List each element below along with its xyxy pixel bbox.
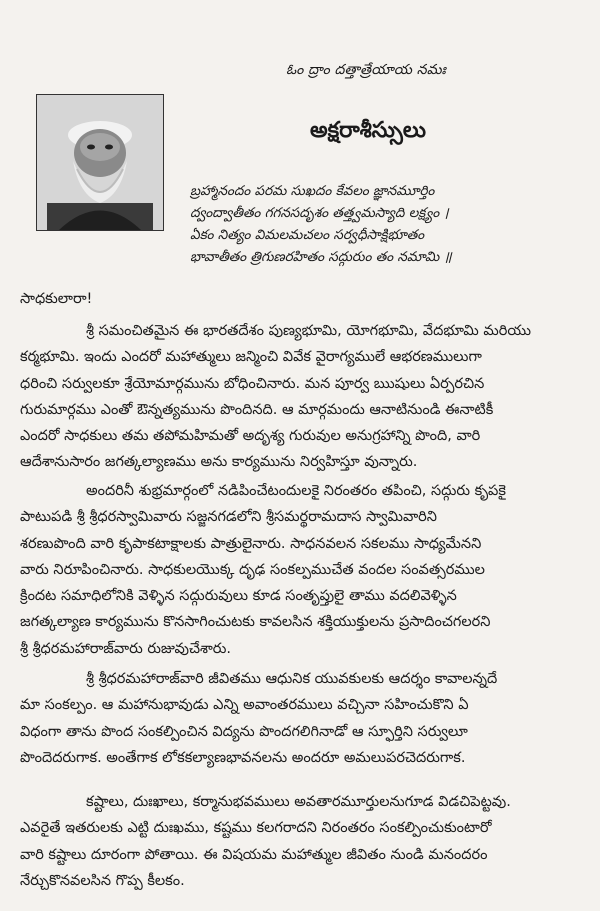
- text-line: వారు నిరూపించినారు. సాధకులయొక్క దృఢ సంకల్పముచేత వందల సంవత్సరముల: [20, 561, 485, 578]
- text-line: శరణుపొంది వారి కృపాకటాక్షాలకు పాత్రులైనారు. సాధనవలన సకలము సాధ్యమేనని: [20, 535, 482, 552]
- shloka-line: ఏకం నిత్యం విమలమచలం సర్వధీసాక్షిభూతం: [190, 227, 425, 243]
- text-line: శ్రీ సమంచితమైన ఈ భారతదేశం పుణ్యభూమి, యోగభూమి, వేదభూమి మరియు: [86, 323, 531, 339]
- portrait-image: [37, 95, 163, 230]
- text-line: క్రిందట సమాధిలోనికి వెళ్ళిన సద్గురువులు కూడ సంతృప్తులై తాము వదలివెళ్ళిన: [20, 588, 457, 605]
- shloka-line: బ్రహ్మానందం పరమ సుఖదం కేవలం జ్ఞానమూర్తిం: [190, 183, 435, 199]
- text-line: పాటుపడి శ్రీ శ్రీధరస్వామివారు సజ్జనగడలోని శ్రీసమర్థరామదాస స్వామివారిని: [20, 509, 437, 526]
- text-line: కర్మభూమి. ఇందు ఎందరో మహాత్ములు జన్మించి వివేక వైరాగ్యములే ఆభరణములుగా: [20, 349, 482, 366]
- invocation-line: ఓం ద్రాం దత్తాత్రేయాయ నమః: [286, 62, 446, 78]
- paragraph-3: [20, 666, 585, 771]
- text-line: నేర్చుకొనవలసిన గొప్ప కీలకం.: [20, 872, 185, 889]
- shloka-line: ద్వంద్వాతీతం గగనసదృశం తత్త్వమస్యాది లక్ష్యం ।: [190, 205, 449, 221]
- text-line: పొందెదరుగాక. అంతేగాక లోకకల్యాణభావనలను అందరూ అమలుపరచెదరుగాక.: [20, 749, 466, 766]
- text-line: శ్రీ శ్రీధరమహారాజ్‌వారి జీవితము ఆధునిక యువకులకు ఆదర్శం కావాలన్నదే: [86, 671, 498, 687]
- text-line: ఎందరో సాధకులు తమ తపోమహిమతో అదృశ్య గురువుల అనుగ్రహాన్ని పొంది, వారి: [20, 428, 481, 445]
- text-line: విధంగా తాను పొంద సంకల్పించిన విద్యను పొందగలిగినాడో ఆ స్ఫూర్తిని సర్వులూ: [20, 723, 468, 740]
- text-line: కష్టాలు, దుఃఖాలు, కర్మానుభవములు అవతారమూర్తులనుగూడ విడచిపెట్టవు.: [86, 794, 511, 810]
- page-title: అక్షరాశీస్సులు: [310, 118, 427, 143]
- shloka-line: భావాతీతం త్రిగుణరహితం సద్గురుం తం నమామి ॥: [190, 249, 452, 265]
- paragraph-1: [20, 318, 585, 476]
- text-line: శ్రీ శ్రీధరమహారాజ్‌వారు రుజువుచేశారు.: [20, 640, 232, 657]
- text-line: వారి కష్టాలు దూరంగా పోతాయి. ఈ విషయమ మహాత్ముల జీవితం నుండి మనందరం: [20, 846, 488, 863]
- text-line: ధరించి సర్వులకూ శ్రేయోమార్గమును బోధించినారు. మన పూర్వ ఋషులు ఏర్పరచిన: [20, 375, 485, 392]
- paragraph-2: [20, 478, 585, 662]
- shloka-block: [190, 180, 590, 268]
- text-line: గురుమార్గము ఎంతో ఔన్నత్యమును పొందినది. ఆ మార్గమందు ఆనాటినుండి ఈనాటికీ: [20, 401, 494, 418]
- text-line: ఆదేశానుసారం జగత్కల్యాణము అను కార్యమును నిర్వహిస్తూ వున్నారు.: [20, 454, 418, 471]
- guru-portrait: [36, 94, 164, 231]
- text-line: ఎవరైతే ఇతరులకు ఎట్టి దుఃఖము, కష్టము కలగరాదని నిరంతరం సంకల్పించుకుంటారో: [20, 820, 492, 837]
- paragraph-4: [20, 789, 585, 894]
- text-line: జగత్కల్యాణ కార్యమును కొనసాగించుటకు కావలసిన శక్తియుక్తులను ప్రసాదించగలరని: [20, 614, 491, 631]
- text-line: అందరినీ శుభ్రమార్గంలో నడిపించేటందులకై నిరంతరం తపించి, సద్గురు కృపకై: [86, 483, 506, 499]
- salutation: సాధకులారా!: [20, 291, 93, 307]
- text-line: మా సంకల్పం. ఆ మహానుభావుడు ఎన్ని అవాంతరములు వచ్చినా సహించుకొని ఏ: [20, 697, 469, 714]
